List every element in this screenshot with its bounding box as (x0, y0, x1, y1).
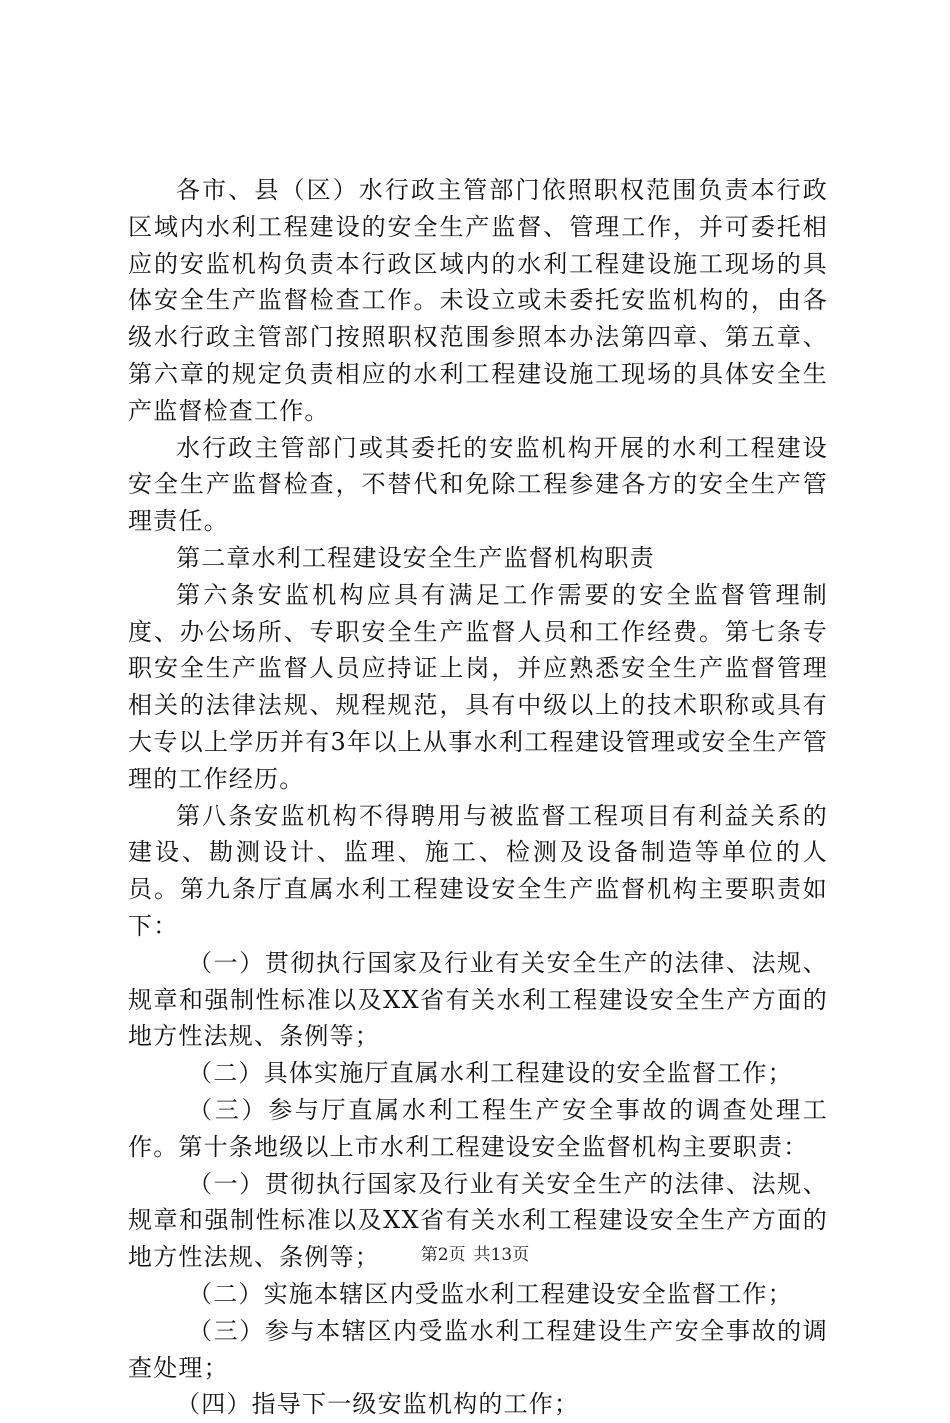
list-item: （三）参与本辖区内受监水利工程建设生产安全事故的调查处理； (128, 1316, 828, 1382)
list-item: （一）贯彻执行国家及行业有关安全生产的法律、法规、规章和强制性标准以及XX省有关水利工程建设安全生产方面的地方性法规、条例等； (128, 948, 828, 1051)
page-total: 共13页 (473, 1245, 530, 1265)
list-item: （一）贯彻执行国家及行业有关安全生产的法律、法规、规章和强制性标准以及XX省有关水利工程建设安全生产方面的地方性法规、条例等； (128, 1169, 828, 1272)
paragraph: 水行政主管部门或其委托的安监机构开展的水利工程建设安全生产监督检查，不替代和免除工程参建各方的安全生产管理责任。 (128, 433, 828, 536)
page-footer (0, 1240, 950, 1265)
document-body (128, 172, 828, 1423)
paragraph: 第八条安监机构不得聘用与被监督工程项目有利益关系的建设、勘测设计、监理、施工、检测及设备制造等单位的人员。第九条厅直属水利工程建设安全生产监督机构主要职责如下： (128, 801, 828, 940)
page-number: 第2页 (420, 1245, 466, 1265)
paragraph: 各市、县（区）水行政主管部门依照职权范围负责本行政区域内水利工程建设的安全生产监督、管理工作，并可委托相应的安监机构负责本行政区域内的水利工程建设施工现场的具体安全生产监督检查工作。未设立或未委托安监机构的，由各级水行政主管部门按照职权范围参照本办法第四章、第五章、第六章的规定负责相应的水利工程建设施工现场的具体安全生产监督检查工作。 (128, 176, 828, 425)
chapter-heading: 第二章水利工程建设安全生产监督机构职责 (176, 543, 655, 572)
paragraph: 第六条安监机构应具有满足工作需要的安全监督管理制度、办公场所、专职安全生产监督人员和工作经费。第七条专职安全生产监督人员应持证上岗，并应熟悉安全生产监督管理相关的法律法规、规程规范，具有中级以上的技术职称或具有大专以上学历并有3年以上从事水利工程建设管理或安全生产管理的工作经历。 (128, 580, 828, 793)
list-item: （四）指导下一级安监机构的工作； (176, 1390, 580, 1419)
list-item: （二）实施本辖区内受监水利工程建设安全监督工作； (188, 1279, 793, 1308)
list-item: （二）具体实施厅直属水利工程建设的安全监督工作； (188, 1059, 793, 1088)
list-item: （三）参与厅直属水利工程生产安全事故的调查处理工作。第十条地级以上市水利工程建设安全监督机构主要职责： (128, 1095, 828, 1161)
